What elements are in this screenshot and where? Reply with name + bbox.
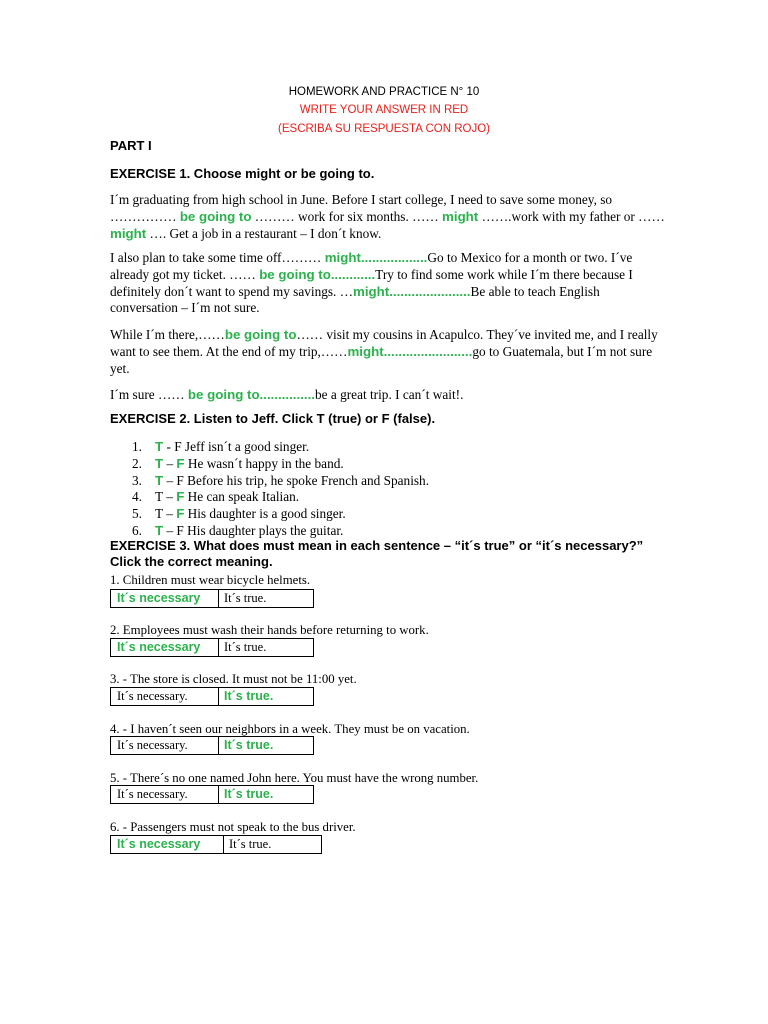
- item-number: 1.: [132, 439, 142, 454]
- option-necessary[interactable]: It´s necessary: [111, 590, 219, 607]
- p2-text-b: Go to Mexico for a month or two. I´ve already got my ticket. ……: [110, 250, 633, 282]
- answer-table: [110, 835, 322, 854]
- p3-text-a: While I´m there,……: [110, 327, 225, 342]
- exercise2-list: [110, 439, 670, 540]
- p1-answer-3: might: [110, 225, 147, 241]
- exercise1-paragraph-3: [110, 327, 670, 377]
- part-heading: PART I: [110, 138, 152, 153]
- option-separator: –: [163, 455, 177, 471]
- option-separator: –: [163, 522, 177, 538]
- answer-table: [110, 687, 314, 706]
- true-option[interactable]: T: [155, 522, 164, 538]
- item-number: 3.: [132, 472, 142, 488]
- exercise2-title: EXERCISE 2. Listen to Jeff. Click T (true) or F (false).: [110, 411, 436, 426]
- p2-answer-3: might......................: [353, 283, 471, 299]
- false-option[interactable]: F: [176, 522, 184, 538]
- false-option[interactable]: F: [176, 455, 185, 471]
- exercise3-title: EXERCISE 3. What does must mean in each sentence – “it´s true” or “it´s necessary?” Click the correct meaning.: [110, 538, 644, 569]
- statement-text: He can speak Italian.: [184, 489, 300, 505]
- statement-text: He wasn´t happy in the band.: [184, 455, 344, 471]
- option-necessary[interactable]: It´s necessary.: [111, 786, 219, 803]
- tf-item: [110, 506, 670, 523]
- must-sentence: 6. - Passengers must not speak to the bus driver.: [110, 820, 356, 834]
- tf-item: [110, 439, 670, 456]
- exercise1-paragraph-1: [110, 192, 670, 242]
- exercise1-paragraph-4: [110, 387, 670, 404]
- statement-text: His daughter is a good singer.: [184, 506, 346, 522]
- true-option[interactable]: T: [155, 506, 163, 522]
- p2-text-a: I also plan to take some time off………: [110, 250, 322, 265]
- exercise1-title: EXERCISE 1. Choose might or be going to.: [110, 166, 375, 181]
- option-separator: -: [163, 439, 175, 454]
- false-option[interactable]: F: [176, 489, 185, 505]
- p2-answer-1: might..................: [324, 250, 428, 265]
- option-necessary[interactable]: It´s necessary.: [111, 688, 219, 705]
- p1-text-c: …….work with my father or ……: [481, 208, 665, 224]
- p1-text-d: …. Get a job in a restaurant – I don´t know.: [149, 225, 382, 241]
- p4-answer-1: be going to...............: [187, 387, 315, 402]
- false-option[interactable]: F: [174, 439, 182, 454]
- p2-text-d: Be able to teach English conversation – I´m not sure.: [110, 283, 600, 316]
- p3-answer-1: be going to: [224, 327, 297, 342]
- p3-text-b: …… visit my cousins in Acapulco. They´ve invited me, and I really want to see them. At the end of my trip,……: [110, 327, 658, 359]
- p1-answer-2: might: [442, 208, 479, 224]
- option-necessary[interactable]: It´s necessary: [111, 639, 219, 656]
- must-sentence: 3. - The store is closed. It must not be 11:00 yet.: [110, 672, 357, 686]
- answer-table: [110, 589, 314, 608]
- option-true[interactable]: It´s true.: [224, 738, 274, 752]
- statement-text: Before his trip, he spoke French and Spanish.: [183, 472, 430, 488]
- option-true[interactable]: It´s true.: [224, 787, 274, 801]
- must-sentence: 5. - There´s no one named John here. You must have the wrong number.: [110, 771, 479, 785]
- true-option[interactable]: T: [155, 472, 164, 488]
- true-option[interactable]: T: [155, 439, 164, 454]
- false-option[interactable]: F: [176, 506, 185, 522]
- p2-answer-2: be going to............: [259, 266, 376, 282]
- tf-item: [110, 456, 670, 473]
- option-separator: –: [162, 489, 177, 505]
- p4-text-b: be a great trip. I can´t wait!.: [314, 387, 464, 402]
- p1-text-b: ……… work for six months. ……: [254, 208, 439, 224]
- must-sentence: 2. Employees must wash their hands before returning to work.: [110, 623, 429, 637]
- instruction-spanish: (ESCRIBA SU RESPUESTA CON ROJO): [278, 123, 490, 135]
- p1-answer-1: be going to: [179, 208, 252, 224]
- item-number: 2.: [132, 455, 142, 471]
- p3-text-c: go to Guatemala, but I´m not sure yet.: [110, 343, 653, 376]
- option-true[interactable]: It´s true.: [229, 837, 272, 851]
- option-true[interactable]: It´s true.: [224, 640, 267, 654]
- answer-table: [110, 638, 314, 657]
- tf-item: [110, 489, 670, 506]
- answer-table: [110, 736, 314, 755]
- option-separator: –: [163, 472, 177, 488]
- item-number: 6.: [132, 522, 142, 538]
- statement-text: His daughter plays the guitar.: [183, 522, 344, 538]
- p4-text-a: I´m sure ……: [110, 387, 185, 402]
- document-title: HOMEWORK AND PRACTICE N° 10: [288, 86, 480, 98]
- exercise1-paragraph-2: [110, 250, 670, 317]
- item-number: 4.: [132, 489, 142, 505]
- option-separator: –: [162, 506, 177, 522]
- p2-text-c: Try to find some work while I´m there because I definitely don´t want to spend my savings. …: [110, 266, 633, 299]
- option-true[interactable]: It´s true.: [224, 591, 267, 605]
- tf-item: [110, 473, 670, 490]
- true-option[interactable]: T: [155, 489, 163, 505]
- must-sentence: 1. Children must wear bicycle helmets.: [110, 573, 311, 587]
- instruction-english: WRITE YOUR ANSWER IN RED: [299, 104, 469, 116]
- false-option[interactable]: F: [176, 472, 184, 488]
- p3-answer-2: might........................: [347, 343, 473, 359]
- true-option[interactable]: T: [155, 455, 164, 471]
- item-number: 5.: [132, 506, 142, 522]
- option-necessary[interactable]: It´s necessary.: [111, 737, 219, 754]
- option-true[interactable]: It´s true.: [224, 689, 274, 703]
- must-sentence: 4. - I haven´t seen our neighbors in a week. They must be on vacation.: [110, 722, 470, 736]
- answer-table: [110, 785, 314, 804]
- p1-text-a: I´m graduating from high school in June. Before I start college, I need to save some money, so ……………: [110, 192, 613, 224]
- statement-text: Jeff isn´t a good singer.: [181, 439, 310, 454]
- option-necessary[interactable]: It´s necessary: [111, 836, 224, 853]
